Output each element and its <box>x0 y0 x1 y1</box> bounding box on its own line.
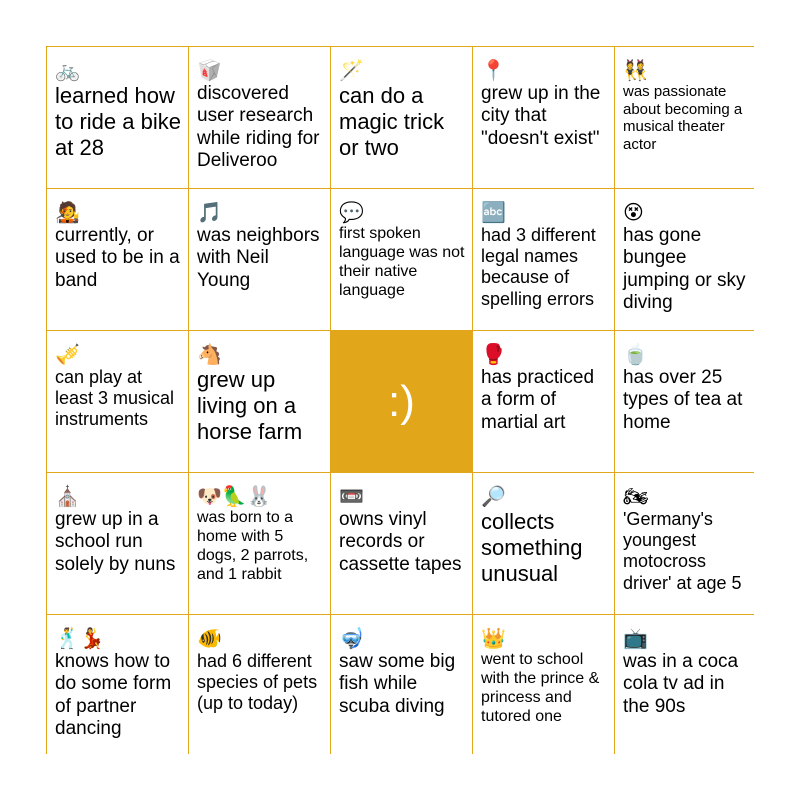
speech-bubble-icon: 💬 <box>339 200 364 224</box>
abc-icon: 🔤 <box>481 200 506 224</box>
dancing-couple-icon: 🕺💃 <box>55 626 105 650</box>
bingo-cell[interactable] <box>331 189 472 330</box>
bingo-cell[interactable] <box>615 331 756 472</box>
tea-icon: 🍵 <box>623 342 648 366</box>
bingo-cell[interactable] <box>189 473 330 614</box>
bicycle-icon: 🚲 <box>55 58 80 82</box>
cell-text: currently, or used to be in a band <box>55 225 180 291</box>
singer-icon: 🧑‍🎤 <box>55 200 80 224</box>
cell-text: discovered user research while riding for Deliveroo <box>197 83 320 172</box>
cell-text: was in a coca cola tv ad in the 90s <box>623 651 739 717</box>
bingo-cell[interactable] <box>47 331 188 472</box>
cassette-icon: 📼 <box>339 484 364 508</box>
cell-text: has practiced a form of martial art <box>481 367 595 433</box>
bingo-board <box>46 46 754 754</box>
cell-text: went to school with the prince & princess and tutored one <box>481 651 600 725</box>
cell-text: was born to a home with 5 dogs, 2 parrots, and 1 rabbit <box>197 509 309 583</box>
bingo-cell[interactable] <box>473 189 614 330</box>
cell-text: knows how to do some form of partner dancing <box>55 651 172 740</box>
music-note-icon: 🎵 <box>197 200 222 224</box>
motorcycle-icon: 🏍 <box>623 484 649 508</box>
magic-wand-icon: 🪄 <box>339 58 364 82</box>
cell-text: has over 25 types of tea at home <box>623 367 743 433</box>
cell-text: owns vinyl records or cassette tapes <box>339 509 462 575</box>
bingo-cell[interactable] <box>47 473 188 614</box>
bingo-cell[interactable] <box>47 615 188 756</box>
bingo-cell[interactable] <box>473 47 614 188</box>
bingo-cell[interactable] <box>331 615 472 756</box>
church-icon: ⛪ <box>55 484 80 508</box>
dizzy-face-icon: 😵 <box>623 200 644 224</box>
bingo-cell[interactable] <box>615 615 756 756</box>
tv-icon: 📺 <box>623 626 648 650</box>
crown-icon: 👑 <box>481 626 506 650</box>
dog-parrot-rabbit-icon: 🐶🦜🐰 <box>197 484 272 508</box>
cell-text: learned how to ride a bike at 28 <box>55 83 181 160</box>
bingo-cell[interactable] <box>189 331 330 472</box>
bingo-cell[interactable] <box>473 473 614 614</box>
bingo-cell[interactable] <box>473 331 614 472</box>
bingo-cell[interactable] <box>473 615 614 756</box>
cell-text: was passionate about becoming a musical theater actor <box>623 83 743 154</box>
cell-text: can play at least 3 musical instruments <box>55 367 175 430</box>
bingo-cell[interactable] <box>189 47 330 188</box>
bingo-cell[interactable] <box>615 473 756 614</box>
takeout-box-icon: 🥡 <box>197 58 222 82</box>
boxing-glove-icon: 🥊 <box>481 342 506 366</box>
bingo-cell[interactable] <box>47 189 188 330</box>
bingo-cell[interactable] <box>331 47 472 188</box>
cell-text: saw some big fish while scuba diving <box>339 651 456 717</box>
bingo-cell[interactable] <box>615 189 756 330</box>
pin-icon: 📍 <box>481 58 506 82</box>
free-space-label: :) <box>388 376 415 426</box>
bingo-cell[interactable] <box>331 473 472 614</box>
cell-text: grew up in the city that "doesn't exist" <box>481 83 601 149</box>
bingo-cell[interactable] <box>189 189 330 330</box>
bingo-cell[interactable] <box>189 615 330 756</box>
bingo-cell[interactable] <box>615 47 756 188</box>
cell-text: had 3 different legal names because of spelling errors <box>481 225 596 309</box>
tropical-fish-icon: 🐠 <box>197 626 222 650</box>
cell-text: has gone bungee jumping or sky diving <box>623 225 746 314</box>
trumpet-icon: 🎺 <box>55 342 80 366</box>
cell-text: can do a magic trick or two <box>339 83 445 160</box>
magnifier-icon: 🔎 <box>481 484 506 508</box>
free-space-cell[interactable] <box>331 331 472 472</box>
dancers-icon: 👯 <box>623 58 648 82</box>
cell-text: grew up living on a horse farm <box>197 367 303 444</box>
cell-text: had 6 different species of pets (up to today) <box>197 651 318 714</box>
cell-text: grew up in a school run solely by nuns <box>55 509 176 575</box>
diving-mask-icon: 🤿 <box>339 626 364 650</box>
cell-text: collects something unusual <box>481 509 583 586</box>
cell-text: was neighbors with Neil Young <box>197 225 320 291</box>
cell-text: first spoken language was not their native language <box>339 225 465 299</box>
bingo-cell[interactable] <box>47 47 188 188</box>
cell-text: 'Germany's youngest motocross driver' at age 5 <box>623 509 742 593</box>
horse-icon: 🐴 <box>197 342 222 366</box>
